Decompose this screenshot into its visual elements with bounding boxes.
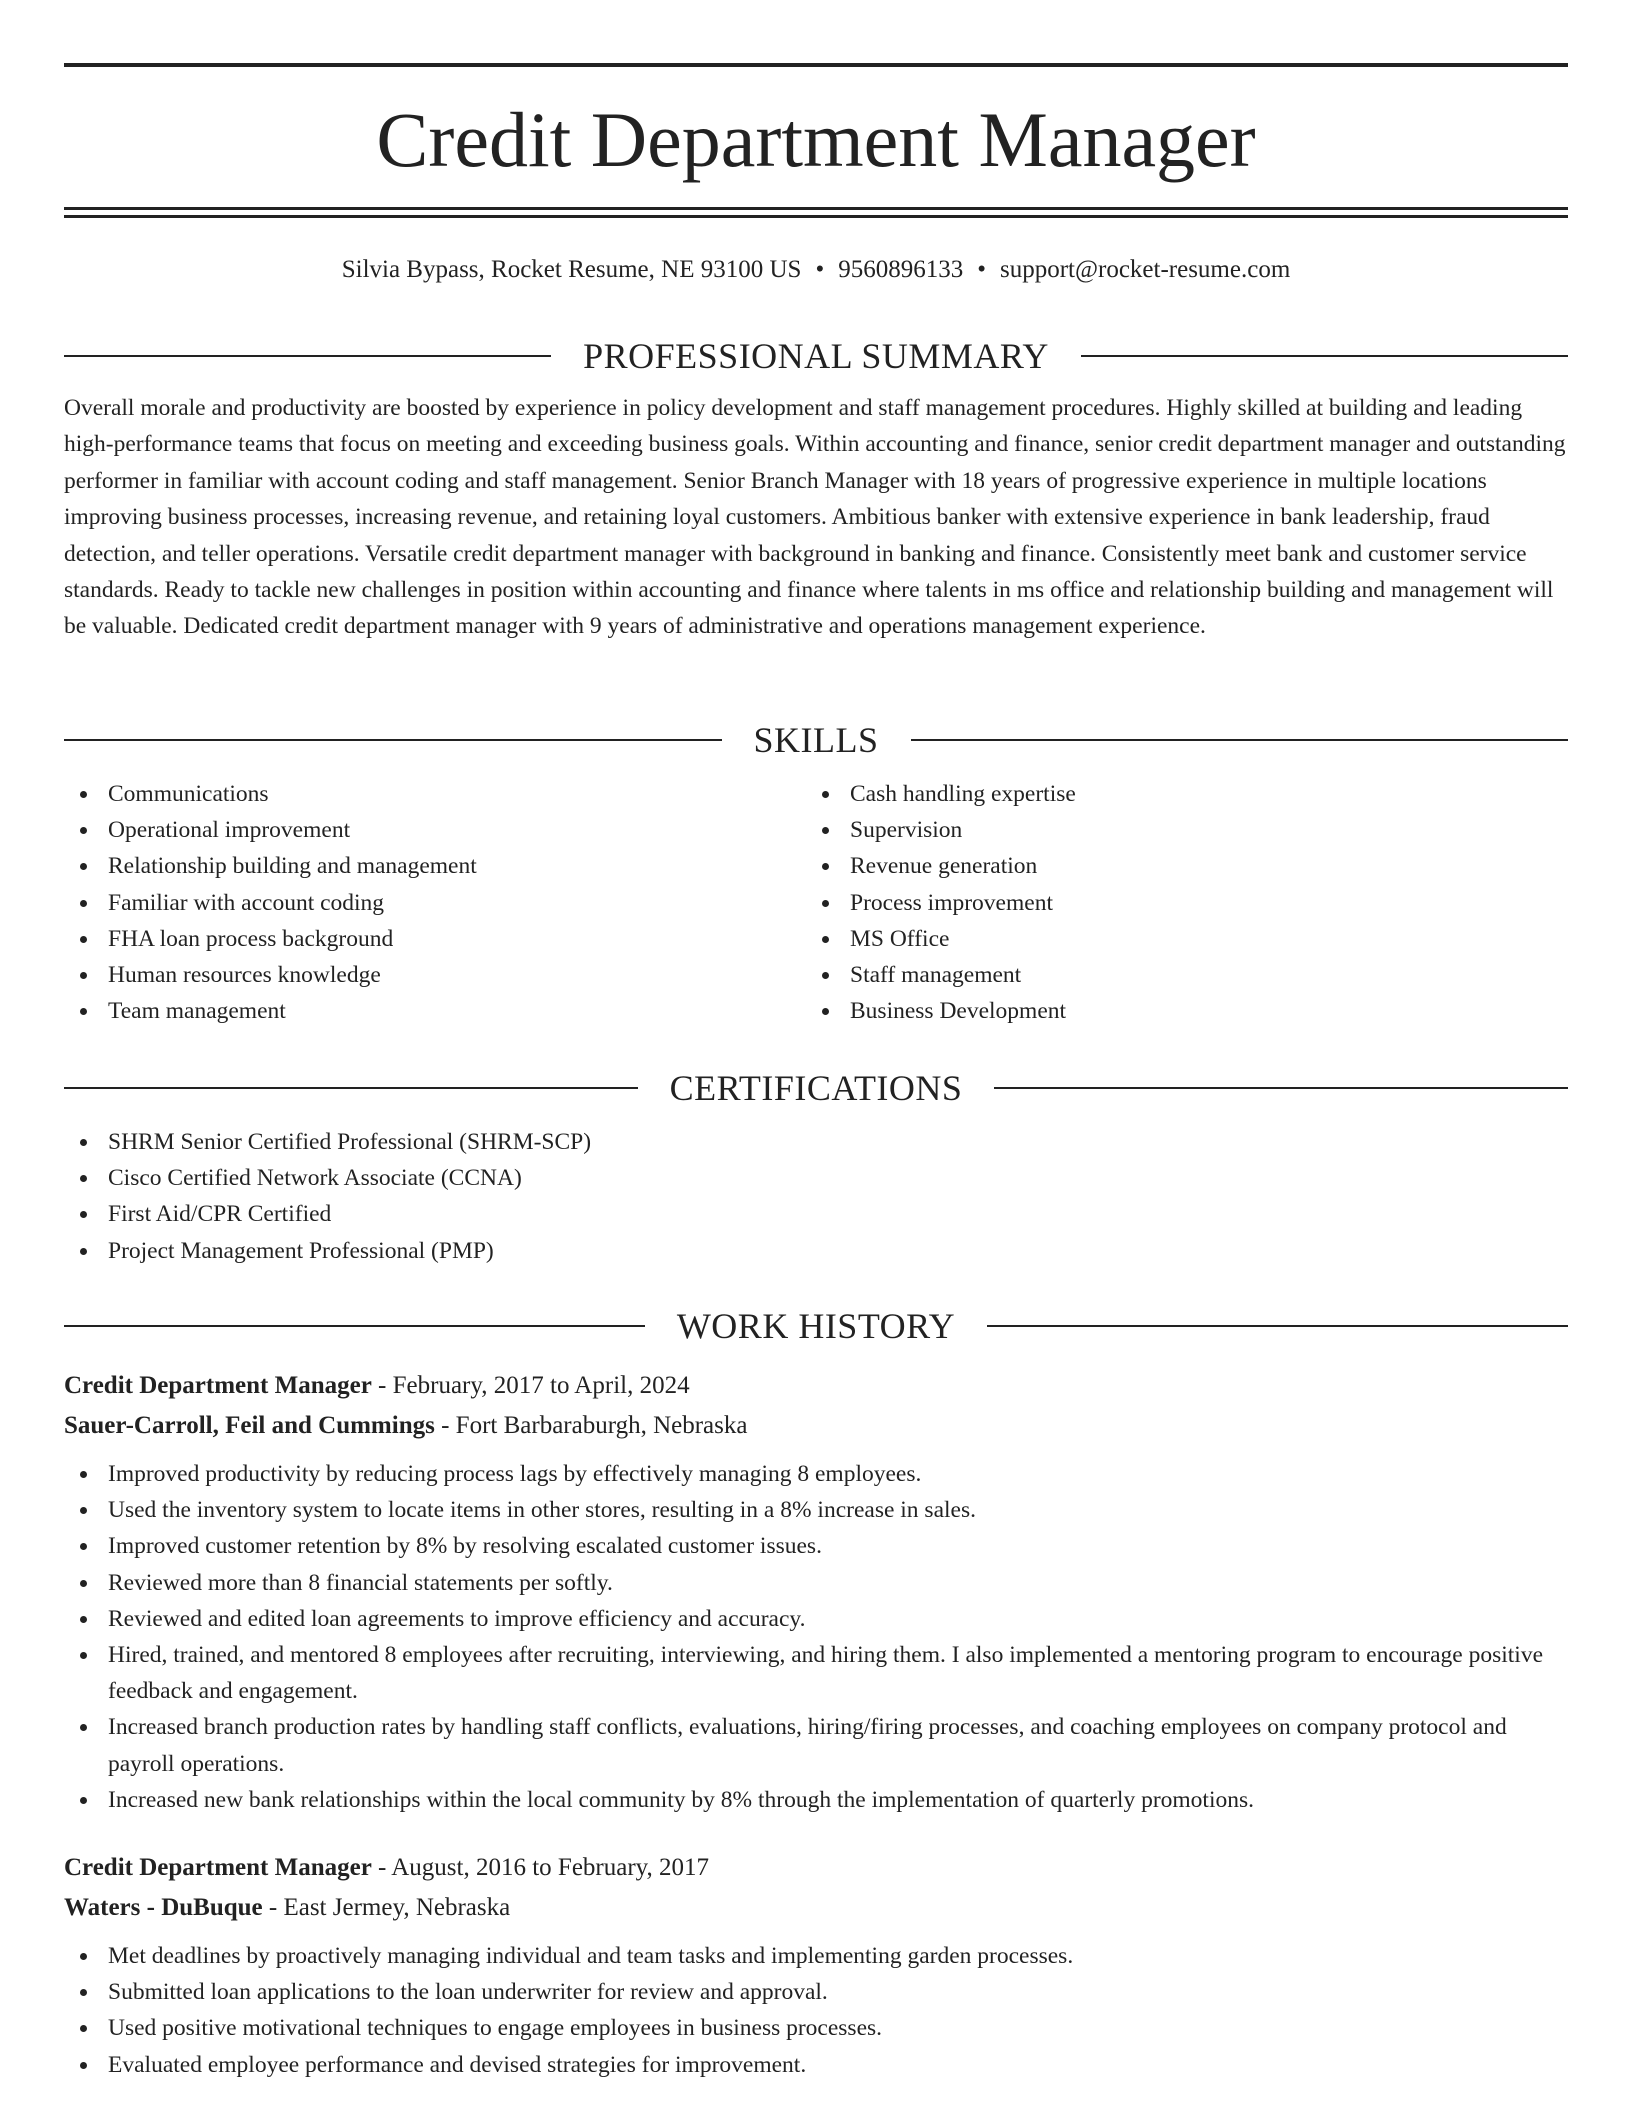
heading-rule <box>987 1325 1568 1327</box>
skills-columns <box>64 776 1568 1029</box>
job-title-line <box>64 1848 1568 1888</box>
job-duty: Hired, trained, and mentored 8 employees after recruiting, interviewing, and hiring them. I also implemented a mentoring program to encourage positive feedback and engagement. <box>64 1637 1568 1709</box>
skill-item: Human resources knowledge <box>64 957 806 993</box>
job-location: - Fort Barbaraburgh, Nebraska <box>434 1412 748 1439</box>
certification-item: First Aid/CPR Certified <box>64 1196 1568 1232</box>
certification-item: Cisco Certified Network Associate (CCNA) <box>64 1160 1568 1196</box>
job-duty: Used positive motivational techniques to engage employees in business processes. <box>64 2010 1568 2046</box>
certifications-heading: CERTIFICATIONS <box>669 1068 963 1108</box>
job-dates: - February, 2017 to April, 2024 <box>371 1372 690 1399</box>
contact-separator: • <box>815 256 825 283</box>
contact-separator: • <box>977 256 986 283</box>
job-company-line <box>64 1888 1568 1928</box>
job-duty: Reviewed and edited loan agreements to improve efficiency and accuracy. <box>64 1601 1568 1637</box>
section-heading <box>64 332 1568 380</box>
contact-address: Silvia Bypass, Rocket Resume, NE 93100 US <box>341 256 802 283</box>
work-history-heading: WORK HISTORY <box>676 1306 956 1346</box>
skill-item: Supervision <box>806 812 1548 848</box>
job-duty: Submitted loan applications to the loan underwriter for review and approval. <box>64 1974 1568 2010</box>
skill-item: Process improvement <box>806 885 1548 921</box>
summary-heading: PROFESSIONAL SUMMARY <box>583 336 1049 376</box>
skill-item: Cash handling expertise <box>806 776 1548 812</box>
section-heading <box>64 716 1568 764</box>
heading-rule <box>1081 355 1568 357</box>
skill-item: Team management <box>64 993 806 1029</box>
job-company: Waters - DuBuque <box>64 1894 263 1922</box>
skill-item: FHA loan process background <box>64 921 806 957</box>
skills-heading: SKILLS <box>753 720 879 760</box>
title-double-rule <box>64 207 1568 218</box>
job-duty: Evaluated employee performance and devised strategies for improvement. <box>64 2047 1568 2083</box>
skills-list-right <box>806 776 1548 1029</box>
job-duty: Increased branch production rates by handling staff conflicts, evaluations, hiring/firing processes, and coaching employees on company protocol and payroll operations. <box>64 1709 1568 1781</box>
section-heading <box>64 1064 1568 1112</box>
job-duty: Increased new bank relationships within the local community by 8% through the implementation of quarterly promotions. <box>64 1782 1568 1818</box>
certifications-section <box>64 1064 1568 1269</box>
contact-email: support@rocket-resume.com <box>999 256 1291 283</box>
contact-line <box>64 252 1568 288</box>
job-title-line <box>64 1366 1568 1406</box>
skill-item: Relationship building and management <box>64 848 806 884</box>
job-duty: Met deadlines by proactively managing individual and team tasks and implementing garden processes. <box>64 1938 1568 1974</box>
top-rule <box>64 63 1568 67</box>
skills-section <box>64 716 1568 1029</box>
heading-rule <box>994 1087 1568 1089</box>
heading-rule <box>64 355 551 357</box>
job-company-line <box>64 1406 1568 1446</box>
skill-item: Business Development <box>806 993 1548 1029</box>
section-heading <box>64 1302 1568 1350</box>
certifications-list <box>64 1124 1568 1269</box>
job-title: Credit Department Manager <box>64 1372 372 1399</box>
resume-title: Credit Department Manager <box>376 96 1256 183</box>
job-title: Credit Department Manager <box>64 1854 372 1882</box>
summary-text: Overall morale and productivity are boosted by experience in policy development and staff management procedures. Highly skilled at building and leading high-performance teams that focus on meeting and exceeding business goals. Within accounting and finance, senior credit department manager and outstanding performer in familiar with account coding and staff management. Senior Branch Manager with 18 years of progressive experience in multiple locations improving business processes, increasing revenue, and retaining loyal customers. Ambitious banker with extensive experience in bank leadership, fraud detection, and teller operations. Versatile credit department manager with background in banking and finance. Consistently meet bank and customer service standards. Ready to tackle new challenges in position within accounting and finance where talents in ms office and relationship building and management will be valuable. Dedicated credit department manager with 9 years of administrative and operations management experience. <box>64 395 1566 640</box>
job-location: - East Jermey, Nebraska <box>262 1894 511 1922</box>
job-duty: Used the inventory system to locate items in other stores, resulting in a 8% increase in sales. <box>64 1492 1568 1528</box>
heading-rule <box>911 739 1569 741</box>
skill-item: Familiar with account coding <box>64 885 806 921</box>
heading-rule <box>64 1325 645 1327</box>
skill-item: Operational improvement <box>64 812 806 848</box>
job-duty: Improved customer retention by 8% by resolving escalated customer issues. <box>64 1528 1568 1564</box>
certification-item: Project Management Professional (PMP) <box>64 1233 1568 1269</box>
job-duty: Reviewed more than 8 financial statements per softly. <box>64 1565 1568 1601</box>
job-duties-list <box>64 1456 1568 1818</box>
heading-rule <box>64 739 722 741</box>
job-entry <box>64 1366 1568 1818</box>
job-duties-list <box>64 1938 1568 2083</box>
skills-list-left <box>64 776 806 1029</box>
job-duty: Improved productivity by reducing process lags by effectively managing 8 employees. <box>64 1456 1568 1492</box>
contact-phone: 9560896133 <box>838 256 964 283</box>
job-entry <box>64 1848 1568 2083</box>
skill-item: MS Office <box>806 921 1548 957</box>
job-dates: - August, 2016 to February, 2017 <box>371 1854 710 1882</box>
certification-item: SHRM Senior Certified Professional (SHRM-SCP) <box>64 1124 1568 1160</box>
skill-item: Staff management <box>806 957 1548 993</box>
heading-rule <box>64 1087 638 1089</box>
job-company: Sauer-Carroll, Feil and Cummings <box>64 1412 435 1439</box>
skill-item: Revenue generation <box>806 848 1548 884</box>
summary-section <box>64 332 1568 645</box>
work-history-section <box>64 1302 1568 2083</box>
skill-item: Communications <box>64 776 806 812</box>
